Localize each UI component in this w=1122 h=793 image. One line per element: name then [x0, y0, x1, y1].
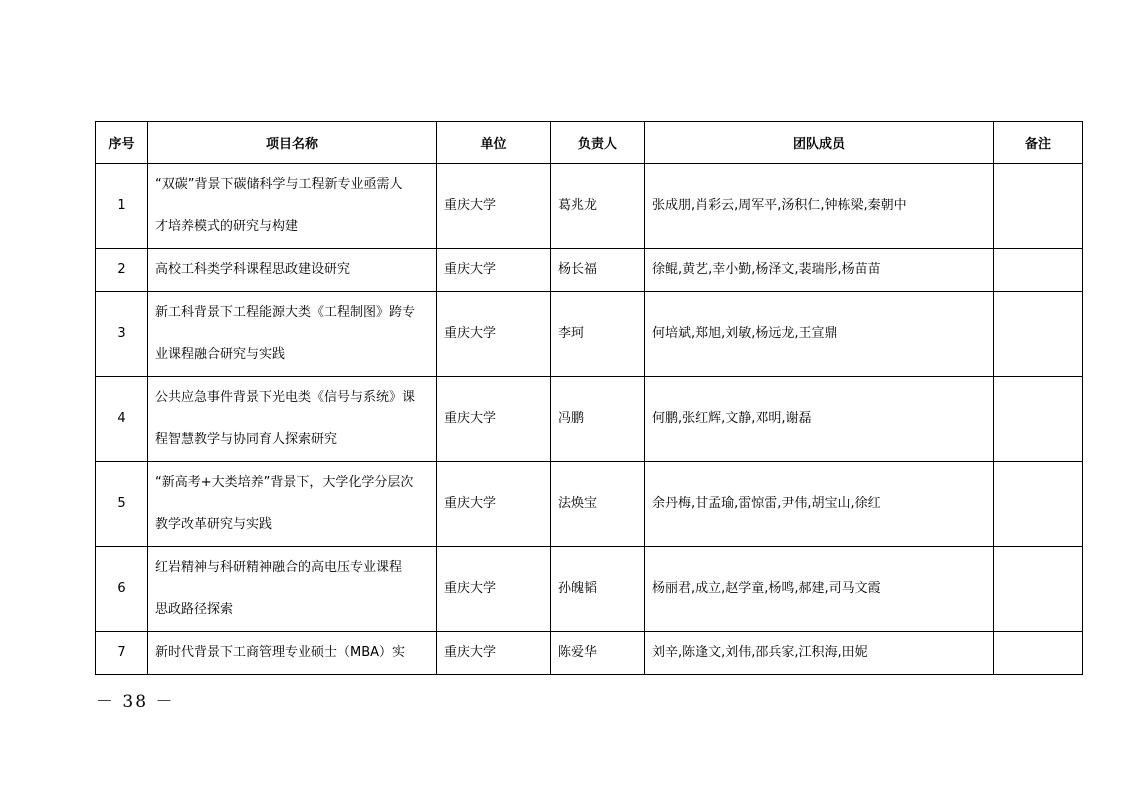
cell-lead: 陈爱华	[551, 632, 645, 675]
cell-lead: 孙魄韬	[551, 547, 645, 632]
cell-members: 张成朋,肖彩云,周军平,汤积仁,钟栋梁,秦朝中	[645, 164, 994, 249]
cell-members: 刘辛,陈逢文,刘伟,邵兵家,江积海,田妮	[645, 632, 994, 675]
cell-no: 6	[96, 547, 148, 632]
cell-members: 徐鲲,黄艺,幸小勤,杨泽文,裴瑞彤,杨苗苗	[645, 249, 994, 292]
cell-note	[994, 292, 1083, 377]
cell-note	[994, 632, 1083, 675]
cell-name-line: “新高考+大类培养”背景下，大学化学分层次	[155, 475, 414, 490]
cell-name	[148, 292, 437, 377]
table-row	[96, 632, 1083, 675]
cell-unit: 重庆大学	[437, 547, 551, 632]
cell-name-line: 思政路径探索	[155, 602, 234, 617]
cell-note	[994, 377, 1083, 462]
cell-name-line: 才培养模式的研究与构建	[155, 219, 299, 234]
table-row	[96, 164, 1083, 249]
cell-name-line: 红岩精神与科研精神融合的高电压专业课程	[155, 560, 403, 575]
cell-unit: 重庆大学	[437, 632, 551, 675]
cell-lead: 杨长福	[551, 249, 645, 292]
cell-no: 5	[96, 462, 148, 547]
cell-note	[994, 547, 1083, 632]
cell-no: 4	[96, 377, 148, 462]
cell-name	[148, 632, 437, 675]
project-table	[95, 121, 1083, 675]
cell-unit: 重庆大学	[437, 164, 551, 249]
cell-name-line: 新时代背景下工商管理专业硕士（MBA）实	[155, 645, 406, 660]
header-lead: 负责人	[551, 122, 645, 164]
cell-unit: 重庆大学	[437, 249, 551, 292]
table-row	[96, 377, 1083, 462]
cell-no: 2	[96, 249, 148, 292]
cell-name-line: 高校工科类学科课程思政建设研究	[155, 262, 351, 277]
cell-name-line: 新工科背景下工程能源大类《工程制图》跨专	[155, 305, 416, 320]
cell-members: 何培斌,郑旭,刘敏,杨远龙,王宣鼎	[645, 292, 994, 377]
cell-no: 3	[96, 292, 148, 377]
cell-unit: 重庆大学	[437, 462, 551, 547]
cell-lead: 葛兆龙	[551, 164, 645, 249]
table-row	[96, 462, 1083, 547]
cell-note	[994, 462, 1083, 547]
page-number: － 38 －	[96, 692, 175, 712]
cell-unit: 重庆大学	[437, 292, 551, 377]
cell-note	[994, 249, 1083, 292]
cell-no: 1	[96, 164, 148, 249]
cell-name-line: 教学改革研究与实践	[155, 517, 273, 532]
cell-no: 7	[96, 632, 148, 675]
cell-lead: 冯鹏	[551, 377, 645, 462]
cell-name-line: 程智慧教学与协同育人探索研究	[155, 432, 338, 447]
cell-name	[148, 462, 437, 547]
table-row	[96, 292, 1083, 377]
cell-name	[148, 164, 437, 249]
cell-lead: 李珂	[551, 292, 645, 377]
header-name: 项目名称	[148, 122, 437, 164]
cell-name	[148, 377, 437, 462]
table-row	[96, 547, 1083, 632]
cell-lead: 法焕宝	[551, 462, 645, 547]
table-row	[96, 249, 1083, 292]
cell-name-line: 公共应急事件背景下光电类《信号与系统》课	[155, 390, 416, 405]
header-members: 团队成员	[645, 122, 994, 164]
table-header-row	[96, 122, 1083, 164]
cell-name	[148, 249, 437, 292]
header-no: 序号	[96, 122, 148, 164]
cell-name-line: 业课程融合研究与实践	[155, 347, 286, 362]
cell-note	[994, 164, 1083, 249]
cell-members: 余丹梅,甘孟瑜,雷惊雷,尹伟,胡宝山,徐红	[645, 462, 994, 547]
cell-unit: 重庆大学	[437, 377, 551, 462]
header-note: 备注	[994, 122, 1083, 164]
cell-name	[148, 547, 437, 632]
cell-members: 杨丽君,成立,赵学童,杨鸣,郝建,司马文霞	[645, 547, 994, 632]
header-unit: 单位	[437, 122, 551, 164]
cell-members: 何鹏,张红辉,文静,邓明,谢磊	[645, 377, 994, 462]
cell-name-line: “双碳”背景下碳储科学与工程新专业亟需人	[155, 177, 403, 192]
